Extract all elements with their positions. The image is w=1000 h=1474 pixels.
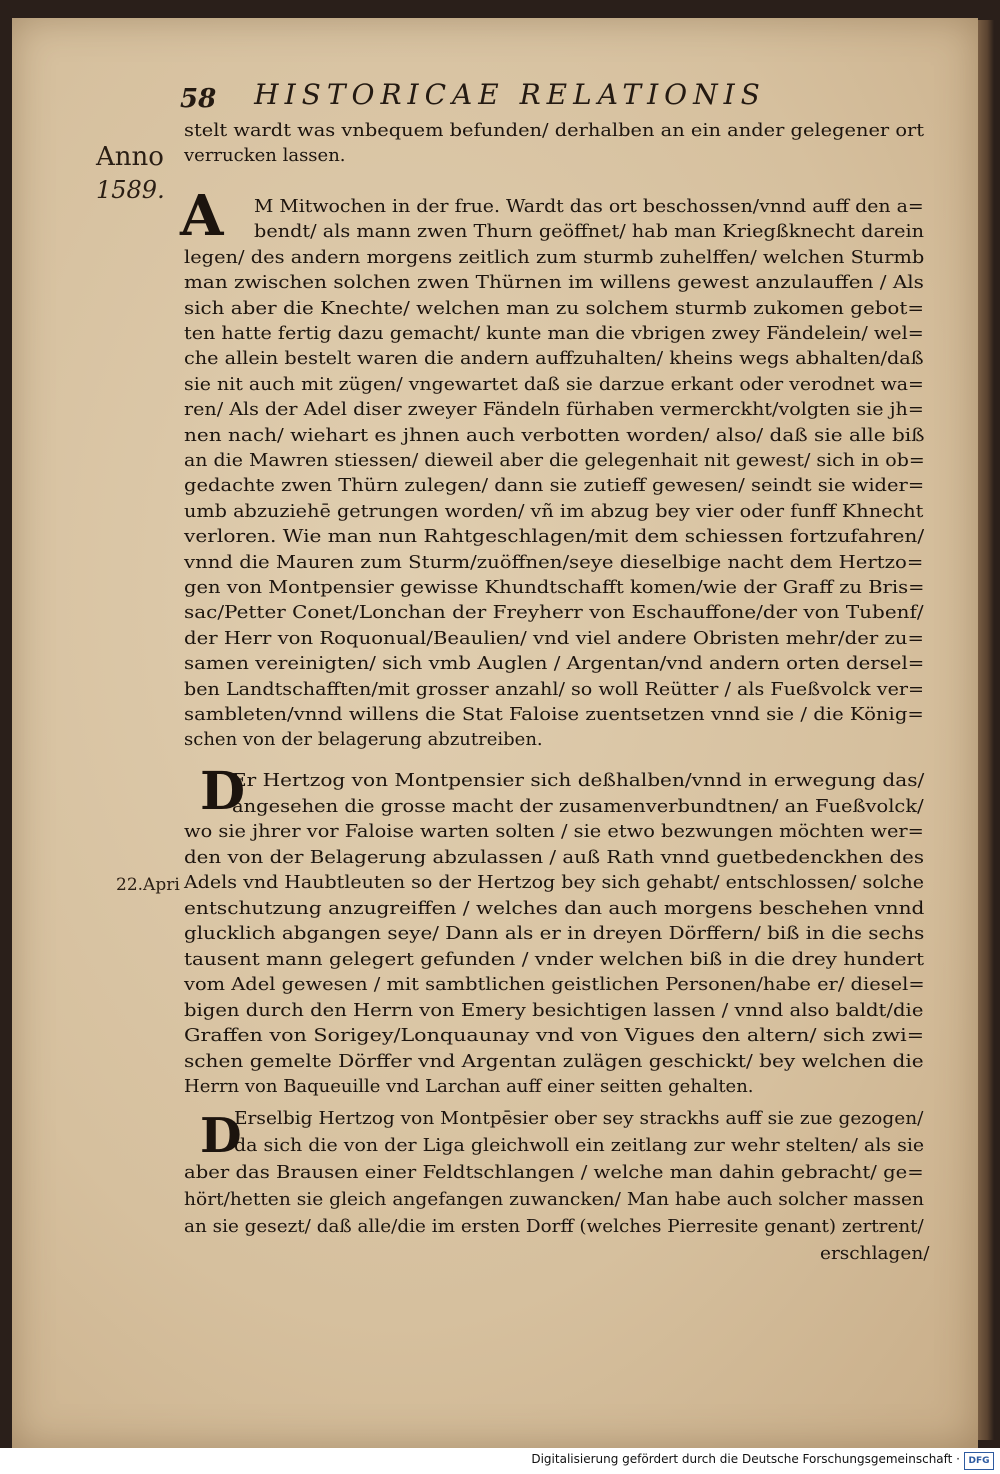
text-line: bendt/ als mann zwen Thurn geöffnet/ hab man Kriegßknecht darein: [254, 221, 925, 243]
text-line: hört/hetten sie gleich angefangen zuwancken/ Man habe auch solcher massen: [184, 1189, 925, 1210]
text-line: nen nach/ wiehart es jhnen auch verbotten worden/ also/ daß sie alle biß: [184, 424, 925, 446]
text-line: verloren. Wie man nun Rahtgeschlagen/mit dem schiessen fortzufahren/: [184, 526, 925, 548]
text-line: ren/ Als der Adel diser zweyer Fändeln fürhaben vermerckht/volgten sie jh=: [184, 399, 924, 421]
text-line: angesehen die grosse macht der zusamenverbundtnen/ an Fueßvolck/: [232, 795, 924, 817]
text-line: umb abzuziehē getrungen worden/ vñ im abzug bey vier oder funff Khnecht: [184, 500, 924, 522]
footer-credit: Digitalisierung gefördert durch die Deutsche Forschungsgemeinschaft ·: [531, 1452, 960, 1466]
text-line: sac/Petter Conet/Lonchan der Freyherr von Eschauffone/der von Tubenf/: [184, 602, 924, 624]
text-line: stelt wardt was vnbequem befunden/ derhalben an ein ander gelegener ort: [184, 120, 925, 141]
text-line: entschutzung anzugreiffen / welches dan auch morgens beschehen vnnd: [184, 897, 925, 919]
text-line: da sich die von der Liga gleichwoll ein zeitlang zur wehr stelten/ als sie: [234, 1135, 925, 1156]
page-number: 58: [180, 84, 217, 114]
text-line: an sie gesezt/ daß alle/die im ersten Dorff (welches Pierresite genant) zertrent/: [184, 1216, 924, 1237]
text-line: an die Mawren stiessen/ dieweil aber die gelegenhait nit gewest/ sich in ob=: [184, 450, 925, 471]
text-line: gedachte zwen Thürn zulegen/ dann sie zutieff gewesen/ seindt sie wider=: [184, 475, 925, 497]
text-line: Adels vnd Haubtleuten so der Hertzog bey sich gehabt/ entschlossen/ solche: [184, 872, 924, 893]
margin-note-april: 22.Apri: [116, 875, 180, 895]
margin-note-anno: Anno: [96, 142, 164, 172]
text-line: verrucken lassen.: [184, 145, 346, 166]
text-line: sie nit auch mit zügen/ vngewartet daß sie darzue erkant oder verodnet wa=: [184, 373, 924, 395]
drop-cap-initial: D: [200, 761, 246, 822]
text-line: bigen durch den Herrn von Emery besichtigen lassen / vnnd also baldt/die: [184, 999, 924, 1021]
text-line: den von der Belagerung abzulassen / auß Rath vnnd guetbedenckhen des: [184, 846, 925, 868]
text-line: che allein bestelt waren die andern auffzuhalten/ kheins wegs abhalten/daß: [184, 348, 924, 370]
text-line: tausent mann gelegert gefunden / vnder welchen biß in die drey hundert: [184, 948, 924, 970]
text-line: samen vereinigten/ sich vmb Auglen / Argentan/vnd andern orten dersel=: [184, 653, 925, 675]
text-line: vom Adel gewesen / mit sambtlichen geistlichen Personen/habe er/ diesel=: [184, 974, 925, 995]
text-line: aber das Brausen einer Feldtschlangen / welche man dahin gebracht/ ge=: [184, 1162, 924, 1183]
margin-note-year: 1589.: [96, 176, 165, 204]
text-line: sambleten/vnnd willens die Stat Faloise zuentsetzen vnnd sie / die König=: [184, 704, 924, 725]
text-line: M Mitwochen in der frue. Wardt das ort beschossen/vnnd auff den a=: [254, 196, 924, 217]
text-line: man zwischen solchen zwen Thürnen im willens gewest anzulauffen / Als: [184, 272, 924, 294]
text-line: erschlagen/: [820, 1243, 930, 1264]
text-line: glucklich abgangen seye/ Dann als er in dreyen Dörffern/ biß in die sechs: [184, 923, 925, 944]
text-line: sich aber die Knechte/ welchen man zu solchem sturmb zukomen gebot=: [184, 297, 925, 319]
text-line: ten hatte fertig dazu gemacht/ kunte man die vbrigen zwey Fändelein/ wel=: [184, 323, 924, 344]
text-line: gen von Montpensier gewisse Khundtschafft komen/wie der Graff zu Bris=: [184, 577, 925, 598]
text-line: der Herr von Roquonual/Beaulien/ vnd viel andere Obristen mehr/der zu=: [184, 627, 924, 649]
running-title: HISTORICAE RELATIONIS: [254, 78, 766, 111]
text-line: ben Landtschafften/mit grosser anzahl/ so woll Reütter / als Fueßvolck ver=: [184, 678, 925, 700]
text-line: Erselbig Hertzog von Montpēsier ober sey strackhs auff sie zue gezogen/: [234, 1108, 924, 1129]
text-line: Er Hertzog von Montpensier sich deßhalben/vnnd in erwegung das/: [232, 770, 925, 791]
text-line: schen von der belagerung abzutreiben.: [184, 729, 543, 751]
text-line: legen/ des andern morgens zeitlich zum sturmb zuhelffen/ welchen Sturmb: [184, 246, 925, 268]
text-line: vnnd die Mauren zum Sturm/zuöffnen/seye dieselbige nacht dem Hertzo=: [184, 551, 924, 573]
footer-bar: [0, 1448, 1000, 1474]
dfg-logo: DFG: [964, 1452, 994, 1470]
text-line: Graffen von Sorigey/Lonquaunay vnd von Vigues den altern/ sich zwi=: [184, 1025, 925, 1046]
text-line: schen gemelte Dörffer vnd Argentan zulägen geschickt/ bey welchen die: [184, 1050, 924, 1072]
drop-cap-initial: D: [200, 1108, 242, 1164]
drop-cap-initial: A: [180, 183, 224, 249]
text-line: Herrn von Baqueuille vnd Larchan auff einer seitten gehalten.: [184, 1076, 754, 1097]
text-line: wo sie jhrer vor Faloise warten solten / sie etwo bezwungen möchten wer=: [184, 821, 924, 842]
